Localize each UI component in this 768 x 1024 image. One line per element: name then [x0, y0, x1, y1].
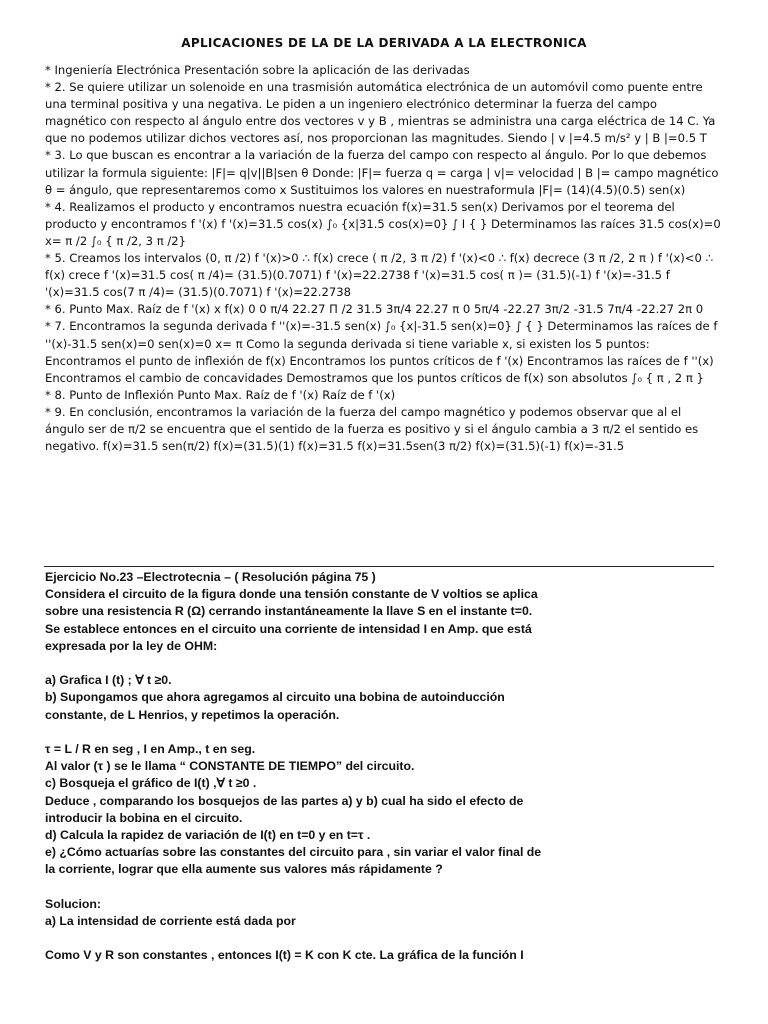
note-paragraph: * 8. Punto de Inflexión Punto Max. Raíz de f '(x) Raíz de f '(x)	[45, 387, 396, 402]
exercise-line: Como V y R son constantes , entonces I(t) = K con K cte. La gráfica de la función I	[45, 948, 524, 963]
note-paragraph: * Ingeniería Electrónica Presentación sobre la aplicación de las derivadas	[45, 63, 470, 77]
exercise-line: Al valor (τ ) se le llama “ CONSTANTE DE TIEMPO” del circuito.	[45, 759, 415, 774]
note-paragraph: * 4. Realizamos el producto y encontramos nuestra ecuación f(x)=31.5 sen(x) Derivamos por el teorema del producto y encontramos f '(x) f '(x)=31.5 cos(x) ∫₀ {x|31.5 cos(x)=0} ∫ I { } Determinamos las raíces 31.5 cos(x)=0 x= π /2 ∫₀ { π /2, 3 π /2}	[45, 199, 721, 248]
note-paragraph: * 5. Creamos los intervalos (0, π /2) f '(x)>0 ∴ f(x) crece ( π /2, 3 π /2) f '(x)<0 ∴ f(x) decrece (3 π /2, 2 π ) f '(x)<0 ∴ f(x) crece f '(x)=31.5 cos( π /4)= (31.5)(0.7071) f '(x)=22.2738 f '(x)=31.5 cos( π )= (31.5)(-1) f '(x)=-31.5 f '(x)=31.5 cos(7 π /4)= (31.5)(0.7071) f '(x)=22.2738	[45, 251, 713, 300]
note-paragraph: * 9. En conclusión, encontramos la variación de la fuerza del campo magnético y podemos observar que al el ángulo ser de π/2 se encuentra que el sentido de la fuerza es positivo y si el ángulo cambia a 3 π/2 el sentido es negativo. f(x)=31.5 sen(π/2) f(x)=(31.5)(1) f(x)=31.5 f(x)=31.5sen(3 π/2) f(x)=(31.5)(-1) f(x)=-31.5	[45, 404, 699, 454]
exercise-line: Deduce , comparando los bosquejos de las partes a) y b) cual ha sido el efecto de	[45, 793, 524, 808]
spacer	[45, 724, 545, 741]
exercise-line: constante, de L Henrios, y repetimos la operación.	[45, 707, 340, 722]
exercise-line: Considera el circuito de la figura donde una tensión constante de V voltios se aplica	[45, 587, 538, 602]
section-divider	[44, 566, 714, 567]
spacer	[45, 655, 545, 672]
exercise-line: introducir la bobina en el circuito.	[45, 810, 243, 825]
spacer	[45, 879, 545, 896]
note-paragraph: * 3. Lo que buscan es encontrar a la variación de la fuerza del campo con respecto al ángulo. Por lo que debemos utilizar la formula siguiente: |F|= q|v||B|sen θ Donde: |F|= fuerza q = carga | v|= velocidad | B |= campo magnético θ = ángulo, que representaremos como x Sustituimos los valores en nuestraformula |F|= (14)(4.5)(0.5) sen(x)	[45, 148, 719, 197]
exercise-line: a) Grafica I (t) ; ∀ t ≥0.	[45, 673, 172, 688]
exercise-line: la corriente, lograr que ella aumente sus valores más rápidamente ?	[45, 862, 443, 877]
exercise-line: expresada por la ley de OHM:	[45, 638, 218, 653]
exercise-line: a) La intensidad de corriente está dada por	[45, 914, 296, 929]
note-paragraph: * 7. Encontramos la segunda derivada f ''(x)=-31.5 sen(x) ∫₀ {x|-31.5 sen(x)=0} ∫ { } Determinamos las raíces de f ''(x)-31.5 sen(x)=0 sen(x)=0 x= π Como la segunda derivada si tiene variable x, si existen los 5 puntos: Encontramos el punto de inflexión de f(x) Encontramos los puntos críticos de f '(x) Encontramos las raíces de f ''(x) Encontramos el cambio de concavidades Demostramos que los puntos críticos de f(x) son absolutos ∫₀ { π , 2 π }	[45, 319, 718, 385]
exercise-line: sobre una resistencia R (Ω) cerrando instantáneamente la llave S en el instante t=0.	[45, 604, 533, 619]
exercise-section	[45, 569, 545, 965]
exercise-line: b) Supongamos que ahora agregamos al circuito una bobina de autoinducción	[45, 690, 505, 705]
notes-section	[45, 62, 721, 455]
document-title: APLICACIONES DE LA DE LA DERIVADA A LA ELECTRONICA	[181, 36, 587, 50]
spacer	[45, 930, 545, 947]
exercise-line: τ = L / R en seg , I en Amp., t en seg.	[45, 742, 256, 756]
note-paragraph: * 2. Se quiere utilizar un solenoide en una trasmisión automática electrónica de un automóvil como puente entre una terminal positiva y una negativa. Le piden a un ingeniero electrónico determinar la fuerza del campo magnético con respecto al ángulo entre dos vectores v y B , mientras se administra una carga eléctrica de 14 C. Ya que no podemos utilizar dichos vectores así, nos proporcionan las magnitudes. Siendo | v |=4.5 m/s² y | B |=0.5 T	[45, 80, 716, 146]
exercise-heading: Ejercicio No.23 –Electrotecnia – ( Resolución página 75 )	[45, 570, 376, 584]
exercise-line: c) Bosqueja el gráfico de I(t) ,∀ t ≥0 .	[45, 776, 257, 791]
note-paragraph: * 6. Punto Max. Raíz de f '(x) x f(x) 0 0 π/4 22.27 Π /2 31.5 3π/4 22.27 π 0 5π/4 -22.27 3π/2 -31.5 7π/4 -22.27 2π 0	[45, 302, 704, 317]
exercise-line: d) Calcula la rapidez de variación de I(t) en t=0 y en t=τ .	[45, 828, 371, 843]
solution-heading: Solucion:	[45, 896, 102, 911]
exercise-line: e) ¿Cómo actuarías sobre las constantes del circuito para , sin variar el valor final de	[45, 845, 542, 860]
exercise-line: Se establece entonces en el circuito una corriente de intensidad I en Amp. que está	[45, 621, 532, 636]
